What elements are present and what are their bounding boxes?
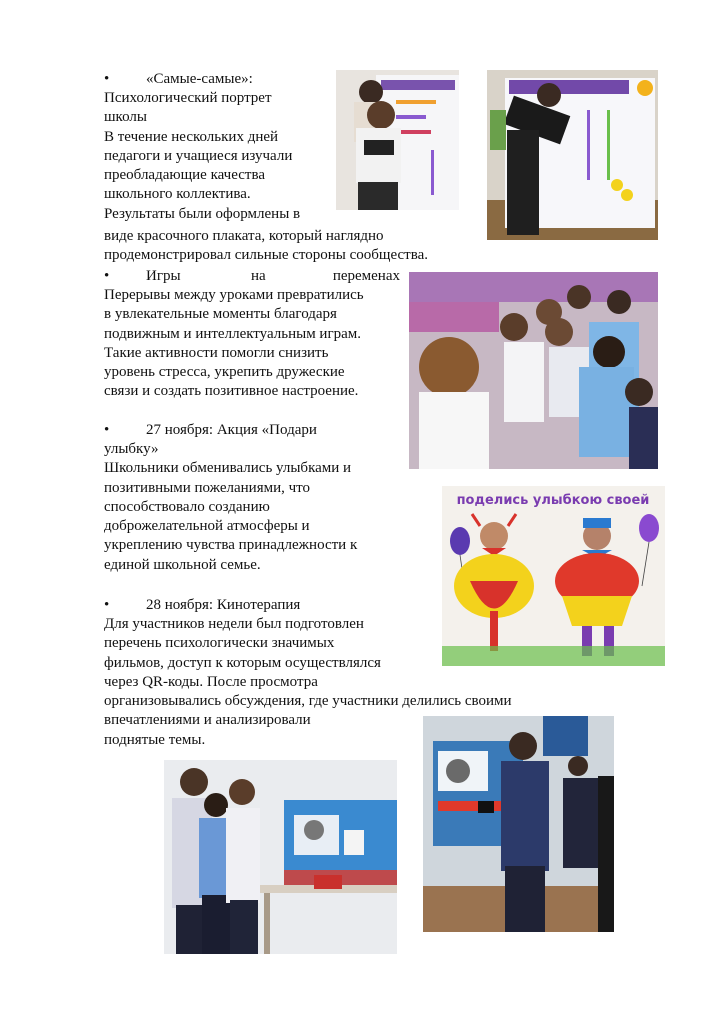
text-line: через QR-коды. После просмотра xyxy=(104,673,318,690)
text-line: доброжелательной атмосферы и xyxy=(104,518,310,535)
text-line: В течение нескольких дней xyxy=(104,128,279,145)
section-heading-part: переменах xyxy=(332,268,400,284)
text-line: укреплению чувства принадлежности к xyxy=(104,537,358,554)
text-line: Результаты были оформлены в xyxy=(104,205,301,222)
section3-body xyxy=(104,440,404,575)
text-line: перечень психологически значимых xyxy=(104,635,335,652)
section-heading-part: на xyxy=(251,268,266,284)
section1-heading-row xyxy=(104,70,253,89)
text-line: единой школьной семье. xyxy=(104,556,261,573)
text-line: преобладающие качества xyxy=(104,167,266,184)
text-line: подвижным и интеллектуальным играм. xyxy=(104,325,362,342)
text-line: организовывались обсуждения, где участники делились своими xyxy=(104,693,512,710)
section2-heading-row xyxy=(104,267,400,286)
photo-students-break-games xyxy=(409,272,658,469)
text-line: фильмов, доступ к которым осуществлялся xyxy=(104,654,381,671)
photo-students-cinema-stand xyxy=(164,760,397,954)
text-line: продемонстрировал сильные стороны сообщества. xyxy=(104,247,429,264)
text-line: педагоги и учащиеся изучали xyxy=(104,147,293,164)
text-line: позитивными пожеланиями, что xyxy=(104,479,311,496)
text-line: в увлекательные моменты благодаря xyxy=(104,306,337,323)
section3-heading-row xyxy=(104,421,317,440)
section-heading-part: Игры xyxy=(146,268,181,284)
section2-body xyxy=(104,286,400,402)
text-line: школьного коллектива. xyxy=(104,186,251,203)
bullet: • xyxy=(104,422,110,438)
text-line: Для участников недели был подготовлен xyxy=(104,616,364,632)
photo-qr-scanning xyxy=(423,716,614,932)
text-line: способствовало созданию xyxy=(104,498,270,515)
text-line: школы xyxy=(104,109,147,126)
section-heading: 27 ноября: Акция «Подари xyxy=(146,422,317,438)
bullet: • xyxy=(104,597,110,613)
text-line: виде красочного плаката, который наглядно xyxy=(104,228,384,244)
section1-body xyxy=(104,89,334,224)
text-line: Перерывы между уроками превратились xyxy=(104,287,364,303)
bullet: • xyxy=(104,268,110,284)
section-heading: «Самые-самые»: xyxy=(146,71,253,87)
bullet: • xyxy=(104,71,110,87)
section-heading: улыбку» xyxy=(104,441,159,457)
text-line: уровень стресса, укрепить дружеские xyxy=(104,364,345,381)
text-line: связи и создать позитивное настроение. xyxy=(104,383,359,400)
section1-body-wide xyxy=(104,227,476,266)
text-line: поднятые темы. xyxy=(104,731,206,748)
section-heading: 28 ноября: Кинотерапия xyxy=(146,597,301,613)
text-line: Такие активности помогли снизить xyxy=(104,344,329,361)
text-line: Школьники обменивались улыбками и xyxy=(104,460,352,477)
photo-teacher-at-poster xyxy=(487,70,658,240)
section4-heading-row xyxy=(104,596,301,615)
banner-text: поделись улыбкою своей xyxy=(456,493,650,508)
text-line: Психологический портрет xyxy=(104,90,272,106)
text-line: впечатлениями и анализировали xyxy=(104,712,311,729)
photo-students-at-poster xyxy=(336,70,459,210)
